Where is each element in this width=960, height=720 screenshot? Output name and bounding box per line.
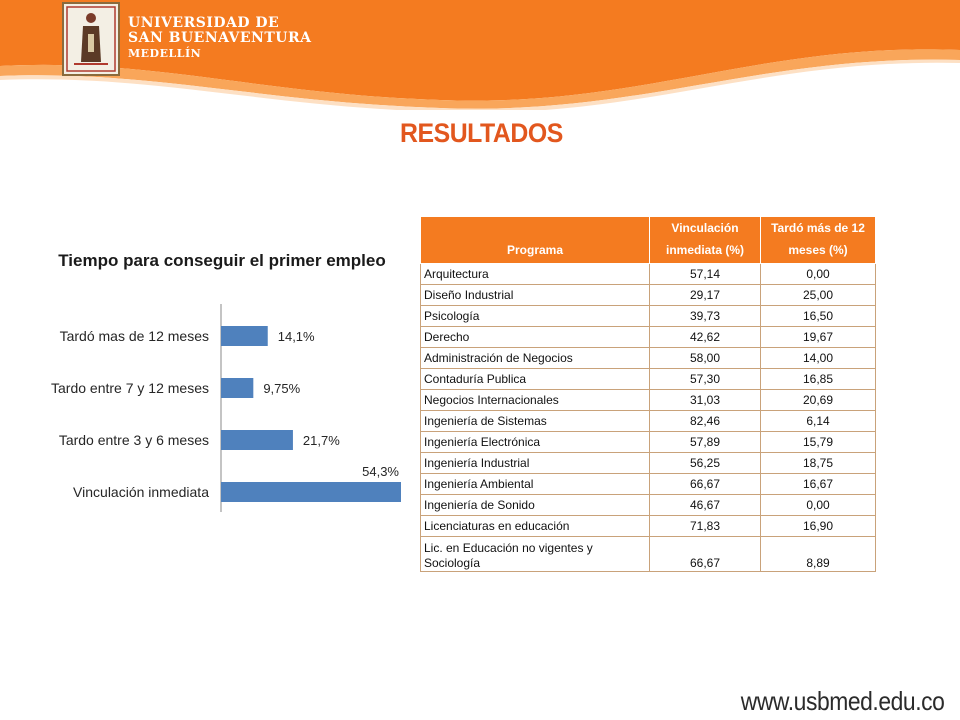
cell-vinculacion: 31,03 (650, 390, 761, 411)
cell-vinculacion: 71,83 (650, 516, 761, 537)
cell-programa: Administración de Negocios (421, 348, 650, 369)
cell-vinculacion: 66,67 (650, 474, 761, 495)
header-banner (0, 0, 960, 110)
bar-0 (221, 326, 268, 346)
category-label: Tardó mas de 12 meses (59, 328, 209, 344)
cell-programa: Ingeniería Electrónica (421, 432, 650, 453)
cell-vinculacion: 29,17 (650, 285, 761, 306)
cell-tardo: 15,79 (761, 432, 876, 453)
cell-vinculacion: 39,73 (650, 306, 761, 327)
cell-vinculacion: 66,67 (650, 537, 761, 572)
bar-3 (221, 482, 401, 502)
column-header-vinculacion: Vinculación inmediata (%) (650, 217, 761, 264)
cell-programa: Lic. en Educación no vigentes y Sociología (421, 537, 650, 572)
cell-tardo: 16,50 (761, 306, 876, 327)
category-label: Tardo entre 7 y 12 meses (51, 380, 209, 396)
university-name-line3: MEDELLÍN (128, 47, 202, 60)
table-row (421, 411, 876, 432)
shield-icon (64, 4, 118, 74)
bar-2 (221, 430, 293, 450)
table-header-row (421, 217, 876, 264)
data-label: 54,3% (362, 464, 399, 479)
cell-programa: Contaduría Publica (421, 369, 650, 390)
chart-title: Tiempo para conseguir el primer empleo (58, 251, 386, 270)
table-row (421, 432, 876, 453)
university-name-line1: UNIVERSIDAD DE (128, 15, 280, 31)
cell-vinculacion: 57,14 (650, 264, 761, 285)
cell-tardo: 18,75 (761, 453, 876, 474)
bar-chart (0, 300, 410, 515)
cell-programa: Derecho (421, 327, 650, 348)
cell-tardo: 16,67 (761, 474, 876, 495)
cell-tardo: 6,14 (761, 411, 876, 432)
table-row (421, 327, 876, 348)
footer-url: www.usbmed.edu.co (740, 686, 944, 716)
table-row (421, 264, 876, 285)
cell-tardo: 19,67 (761, 327, 876, 348)
column-header-tardo: Tardó más de 12 meses (%) (761, 217, 876, 264)
cell-tardo: 25,00 (761, 285, 876, 306)
cell-programa: Psicología (421, 306, 650, 327)
university-name (128, 16, 311, 61)
cell-tardo: 16,85 (761, 369, 876, 390)
cell-vinculacion: 56,25 (650, 453, 761, 474)
cell-tardo: 8,89 (761, 537, 876, 572)
cell-tardo: 0,00 (761, 495, 876, 516)
university-shield-logo (62, 2, 120, 76)
cell-vinculacion: 82,46 (650, 411, 761, 432)
table-row (421, 348, 876, 369)
table-row (421, 516, 876, 537)
cell-programa: Diseño Industrial (421, 285, 650, 306)
cell-tardo: 20,69 (761, 390, 876, 411)
cell-programa: Negocios Internacionales (421, 390, 650, 411)
table-row (421, 390, 876, 411)
data-label: 21,7% (302, 433, 340, 448)
cell-programa: Ingeniería de Sistemas (421, 411, 650, 432)
table-row (421, 285, 876, 306)
cell-vinculacion: 46,67 (650, 495, 761, 516)
cell-tardo: 14,00 (761, 348, 876, 369)
data-label: 9,75% (263, 381, 301, 396)
category-label: Vinculación inmediata (73, 484, 209, 500)
table-row (421, 306, 876, 327)
category-label: Tardo entre 3 y 6 meses (58, 432, 209, 448)
table-row (421, 495, 876, 516)
table-row (421, 474, 876, 495)
university-name-line2: SAN BUENAVENTURA (128, 30, 312, 46)
cell-vinculacion: 58,00 (650, 348, 761, 369)
table-row (421, 453, 876, 474)
slide-title: RESULTADOS (400, 118, 563, 148)
cell-vinculacion: 57,89 (650, 432, 761, 453)
cell-programa: Ingeniería de Sonido (421, 495, 650, 516)
data-label: 14,1% (277, 329, 315, 344)
results-table (420, 216, 876, 572)
cell-programa: Arquitectura (421, 264, 650, 285)
cell-programa: Ingeniería Industrial (421, 453, 650, 474)
table-body (421, 264, 876, 572)
cell-tardo: 0,00 (761, 264, 876, 285)
cell-tardo: 16,90 (761, 516, 876, 537)
table-row (421, 369, 876, 390)
cell-programa: Ingeniería Ambiental (421, 474, 650, 495)
table-row (421, 537, 876, 572)
column-header-programa: Programa (421, 217, 650, 264)
cell-vinculacion: 57,30 (650, 369, 761, 390)
cell-programa: Licenciaturas en educación (421, 516, 650, 537)
bar-1 (221, 378, 253, 398)
cell-vinculacion: 42,62 (650, 327, 761, 348)
